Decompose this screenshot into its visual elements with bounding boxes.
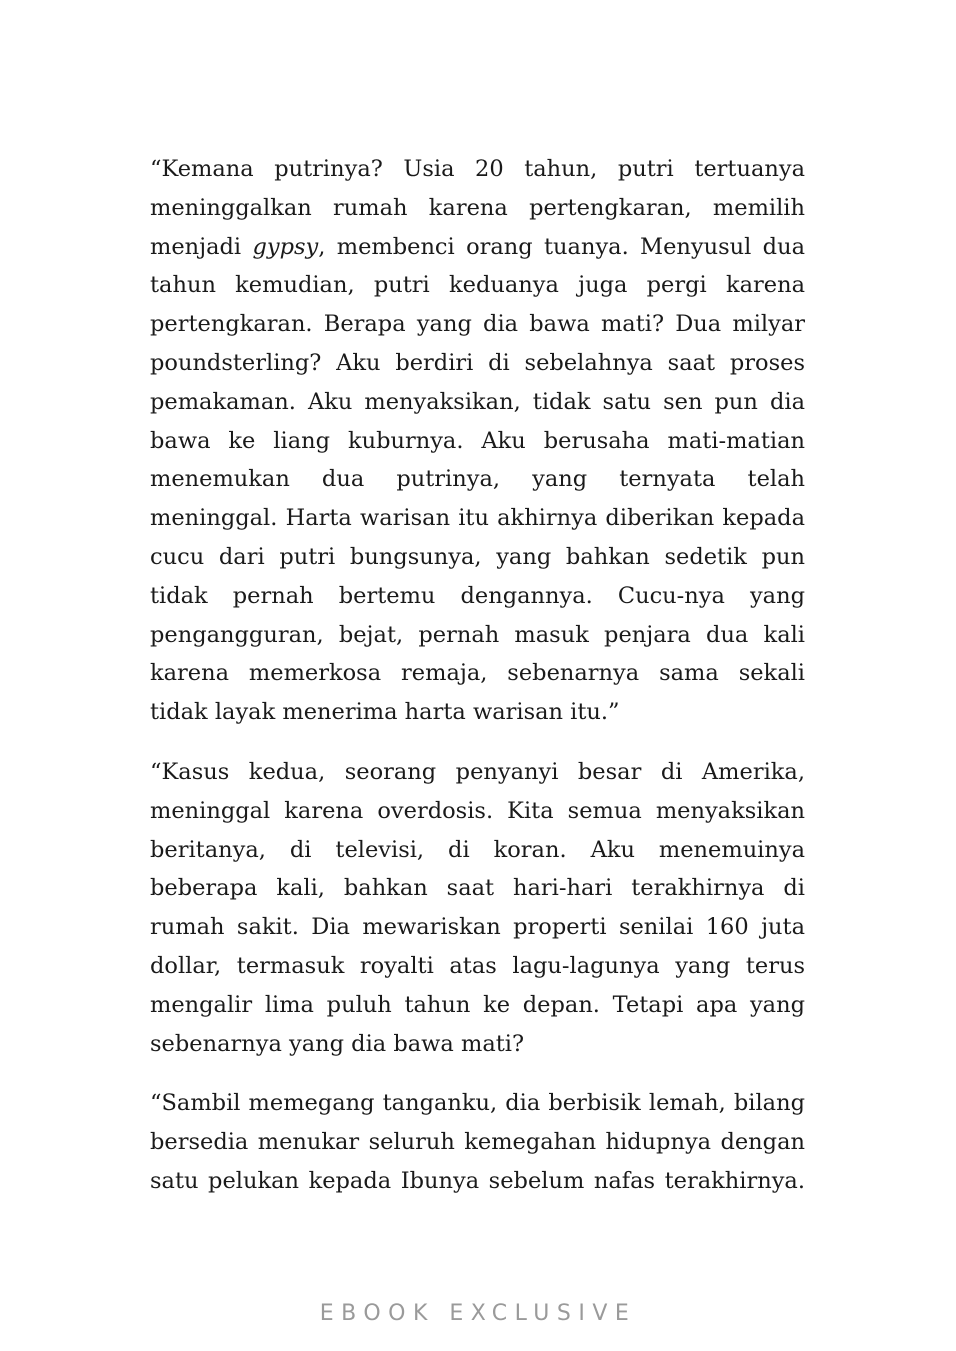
footer-label: EBOOK EXCLUSIVE [319,1301,637,1326]
paragraph-1-text-end: , membenci orang tuanya. Menyusul dua tahun kemudian, putri keduanya juga pergi karena pertengkaran. Berapa yang dia bawa mati? Dua milyar poundsterling? Aku berdiri di sebelahnya saat proses pemakaman. Aku menyaksikan, tidak satu sen pun dia bawa ke liang kuburnya. Aku berusaha mati-matian menemukan dua putrinya, yang ternyata telah meninggal. Harta warisan itu akhirnya diberikan kepada cucu dari putri bungsunya, yang bahkan sedetik pun tidak pernah bertemu dengannya. Cucu-nya yang pengangguran, bejat, pernah masuk penjara dua kali karena memerkosa remaja, sebenarnya sama sekali tidak layak menerima harta warisan itu.” [150,233,805,726]
paragraph-1 [150,150,805,732]
paragraph-3: “Sambil memegang tanganku, dia berbisik lemah, bilang bersedia menukar seluruh kemegahan hidupnya dengan satu pelukan kepada Ibunya sebelum nafas terakhirnya. [150,1090,805,1194]
paragraph-2: “Kasus kedua, seorang penyanyi besar di Amerika, meninggal karena overdosis. Kita semua menyaksikan beritanya, di televisi, di koran. Aku menemuinya beberapa kali, bahkan saat hari-hari terakhirnya di rumah sakit. Dia mewariskan properti senilai 160 juta dollar, termasuk royalti atas lagu-lagunya yang terus mengalir lima puluh tahun ke depan. Tetapi apa yang sebenarnya yang dia bawa mati? [150,758,805,1057]
paragraph-1-text-start: “Kemana putrinya? Usia 20 tahun, putri tertuanya meninggalkan rumah karena pertengkaran, memilih menjadi [150,156,805,260]
paragraph-1-italic-word: gypsy [252,233,319,260]
page-body [150,150,805,1222]
